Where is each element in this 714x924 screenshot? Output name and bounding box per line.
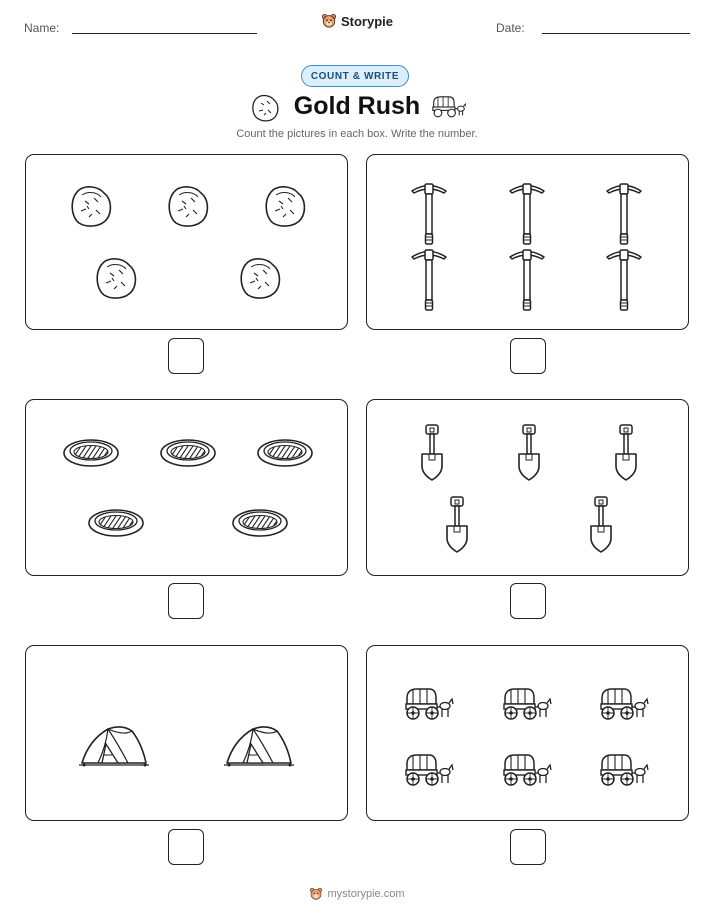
gold-pan-icon <box>62 437 120 469</box>
bear-mascot-icon <box>321 13 337 29</box>
pickaxe-icon <box>507 246 547 312</box>
gold-nugget-icon <box>164 183 212 231</box>
shovel-icon <box>415 423 449 481</box>
brand-name: Storypie <box>340 13 393 29</box>
covered-wagon-icon <box>404 753 454 787</box>
shovel-icon <box>584 495 618 553</box>
shovel-icon <box>512 423 546 481</box>
gold-pan-icon <box>87 507 145 539</box>
answer-box-1[interactable] <box>168 338 204 374</box>
answer-box-2[interactable] <box>510 338 546 374</box>
shovel-icon <box>440 495 474 553</box>
tent-icon <box>79 723 149 769</box>
pickaxe-icon <box>409 180 449 246</box>
count-box-5 <box>25 645 348 821</box>
covered-wagon-icon <box>502 687 552 721</box>
count-box-6 <box>366 645 689 821</box>
gold-nugget-icon <box>236 255 284 303</box>
gold-pan-icon <box>231 507 289 539</box>
gold-nugget-icon <box>67 183 115 231</box>
gold-pan-icon <box>256 437 314 469</box>
pickaxe-icon <box>604 246 644 312</box>
covered-wagon-icon <box>502 753 552 787</box>
count-box-2 <box>366 154 689 330</box>
footer <box>0 887 714 906</box>
category-badge: COUNT & WRITE <box>301 65 409 87</box>
tent-icon <box>224 723 294 769</box>
answer-box-5[interactable] <box>168 829 204 865</box>
answer-box-6[interactable] <box>510 829 546 865</box>
footer-url: mystorypie.com <box>327 888 405 900</box>
count-box-3 <box>25 399 348 576</box>
gold-nugget-icon <box>92 255 140 303</box>
shovel-icon <box>609 423 643 481</box>
name-label: Name: <box>24 21 60 35</box>
date-label: Date: <box>496 21 525 35</box>
page-title: Gold Rush <box>293 92 421 120</box>
answer-box-3[interactable] <box>168 583 204 619</box>
covered-wagon-icon <box>432 96 466 118</box>
count-box-1 <box>25 154 348 330</box>
gold-pan-icon <box>159 437 217 469</box>
covered-wagon-icon <box>599 753 649 787</box>
covered-wagon-icon <box>599 687 649 721</box>
covered-wagon-icon <box>404 687 454 721</box>
gold-nugget-icon <box>261 183 309 231</box>
pickaxe-icon <box>507 180 547 246</box>
count-box-4 <box>366 399 689 576</box>
bear-mascot-icon <box>309 887 323 901</box>
answer-box-4[interactable] <box>510 583 546 619</box>
pickaxe-icon <box>409 246 449 312</box>
pickaxe-icon <box>604 180 644 246</box>
instructions: Count the pictures in each box. Write the number. <box>236 128 478 140</box>
date-field[interactable] <box>542 33 690 34</box>
brand-header <box>0 13 714 34</box>
